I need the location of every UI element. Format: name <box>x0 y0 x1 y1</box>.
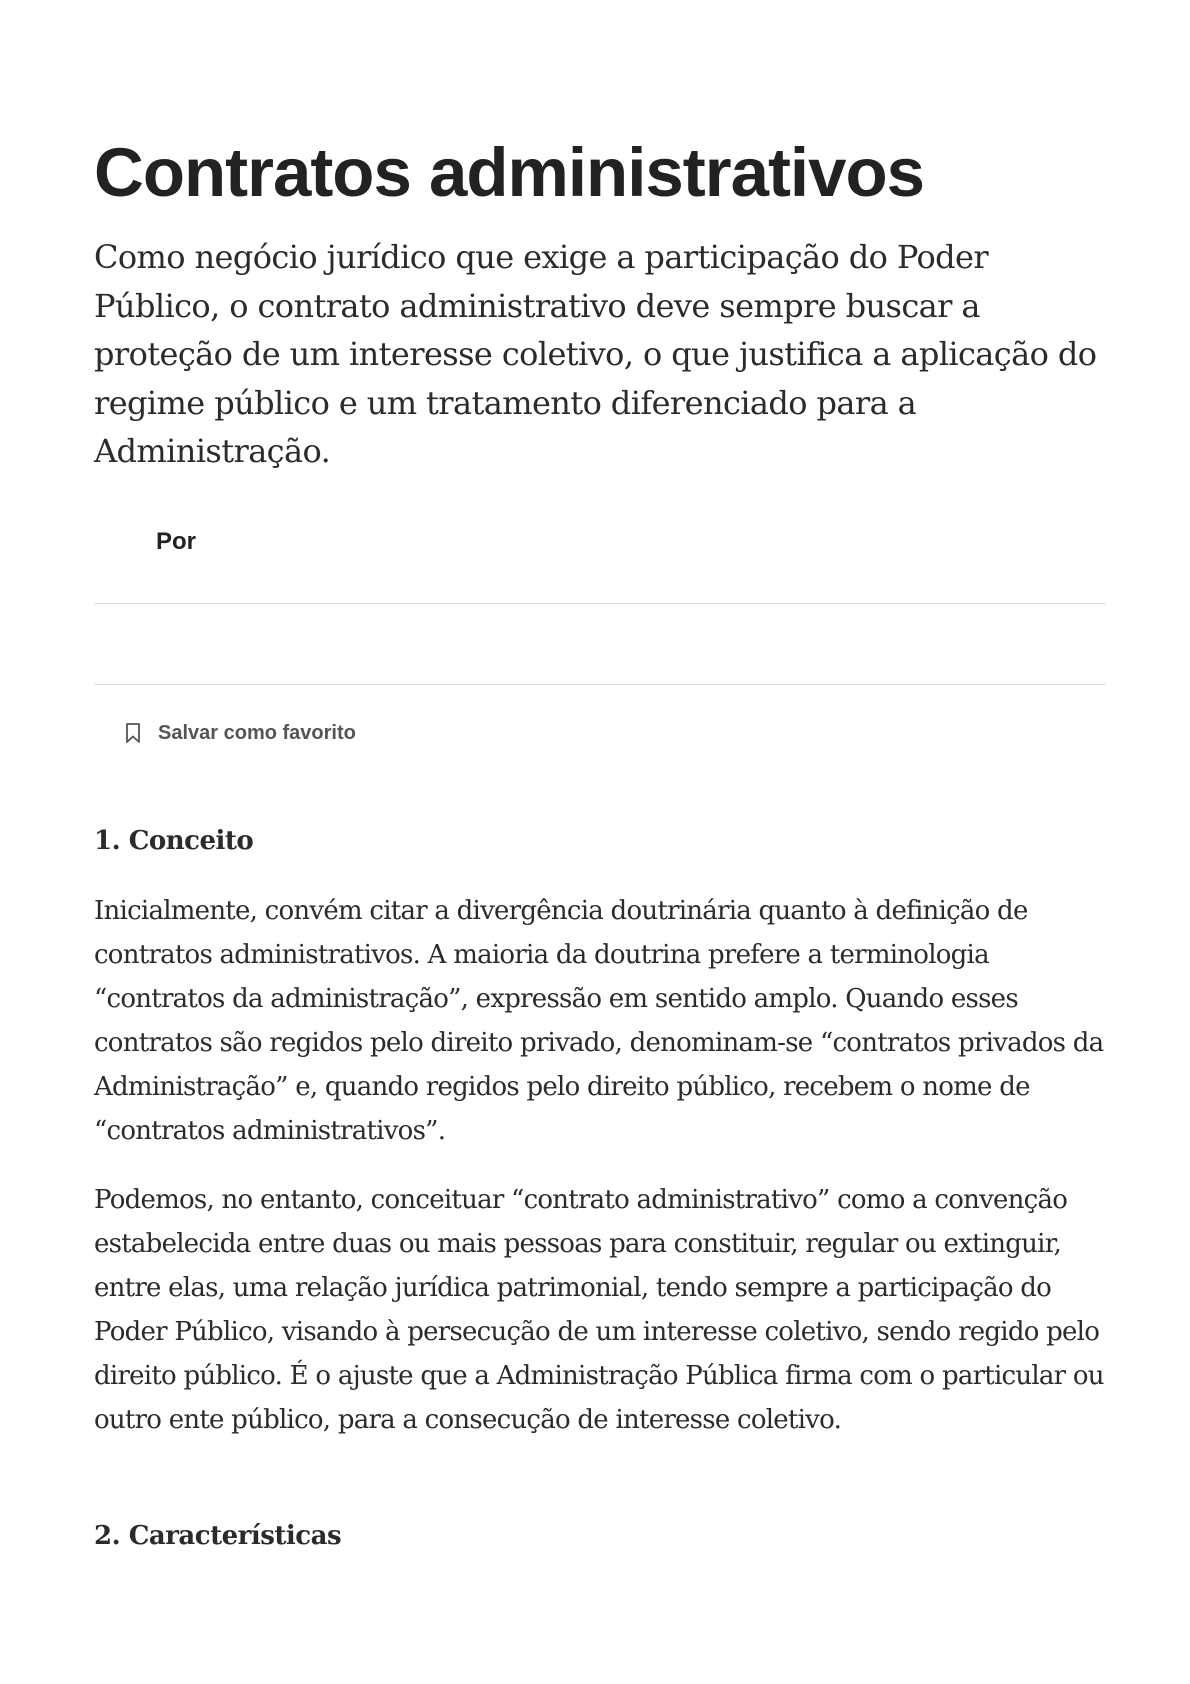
paragraph: Inicialmente, convém citar a divergência doutrinária quanto à definição de contratos administrativos. A maioria da doutrina prefere a terminologia “contratos da administração”, expressão em sentido amplo. Quando esses contratos são regidos pelo direito privado, denominam-se “contratos privados da Administração” e, quando regidos pelo direito público, recebem o nome de “contratos administrativos”. <box>94 896 1104 1146</box>
save-favorite-label: Salvar como favorito <box>158 722 356 744</box>
article-subtitle: Como negócio jurídico que exige a participação do Poder Público, o contrato administrativo deve sempre buscar a proteção de um interesse coletivo, o que justifica a aplicação do regime público e um tratamento diferenciado para a Administração. <box>94 238 1097 470</box>
divider <box>94 603 1106 604</box>
paragraph: Podemos, no entanto, conceituar “contrato administrativo” como a convenção estabelecida entre duas ou mais pessoas para constituir, regular ou extinguir, entre elas, uma relação jurídica patrimonial, tendo sempre a participação do Poder Público, visando à persecução de um interesse coletivo, sendo regido pelo direito público. É o ajuste que a Administração Pública firma com o particular ou outro ente público, para a consecução de interesse coletivo. <box>94 1185 1104 1435</box>
divider <box>94 684 1106 685</box>
section-heading-caracteristicas: 2. Características <box>94 1521 342 1551</box>
page-title: Contratos administrativos <box>94 134 924 211</box>
section-heading-conceito: 1. Conceito <box>94 826 254 856</box>
author-byline: Por <box>156 528 197 555</box>
save-favorite-button[interactable] <box>124 718 356 748</box>
bookmark-icon <box>124 722 142 744</box>
